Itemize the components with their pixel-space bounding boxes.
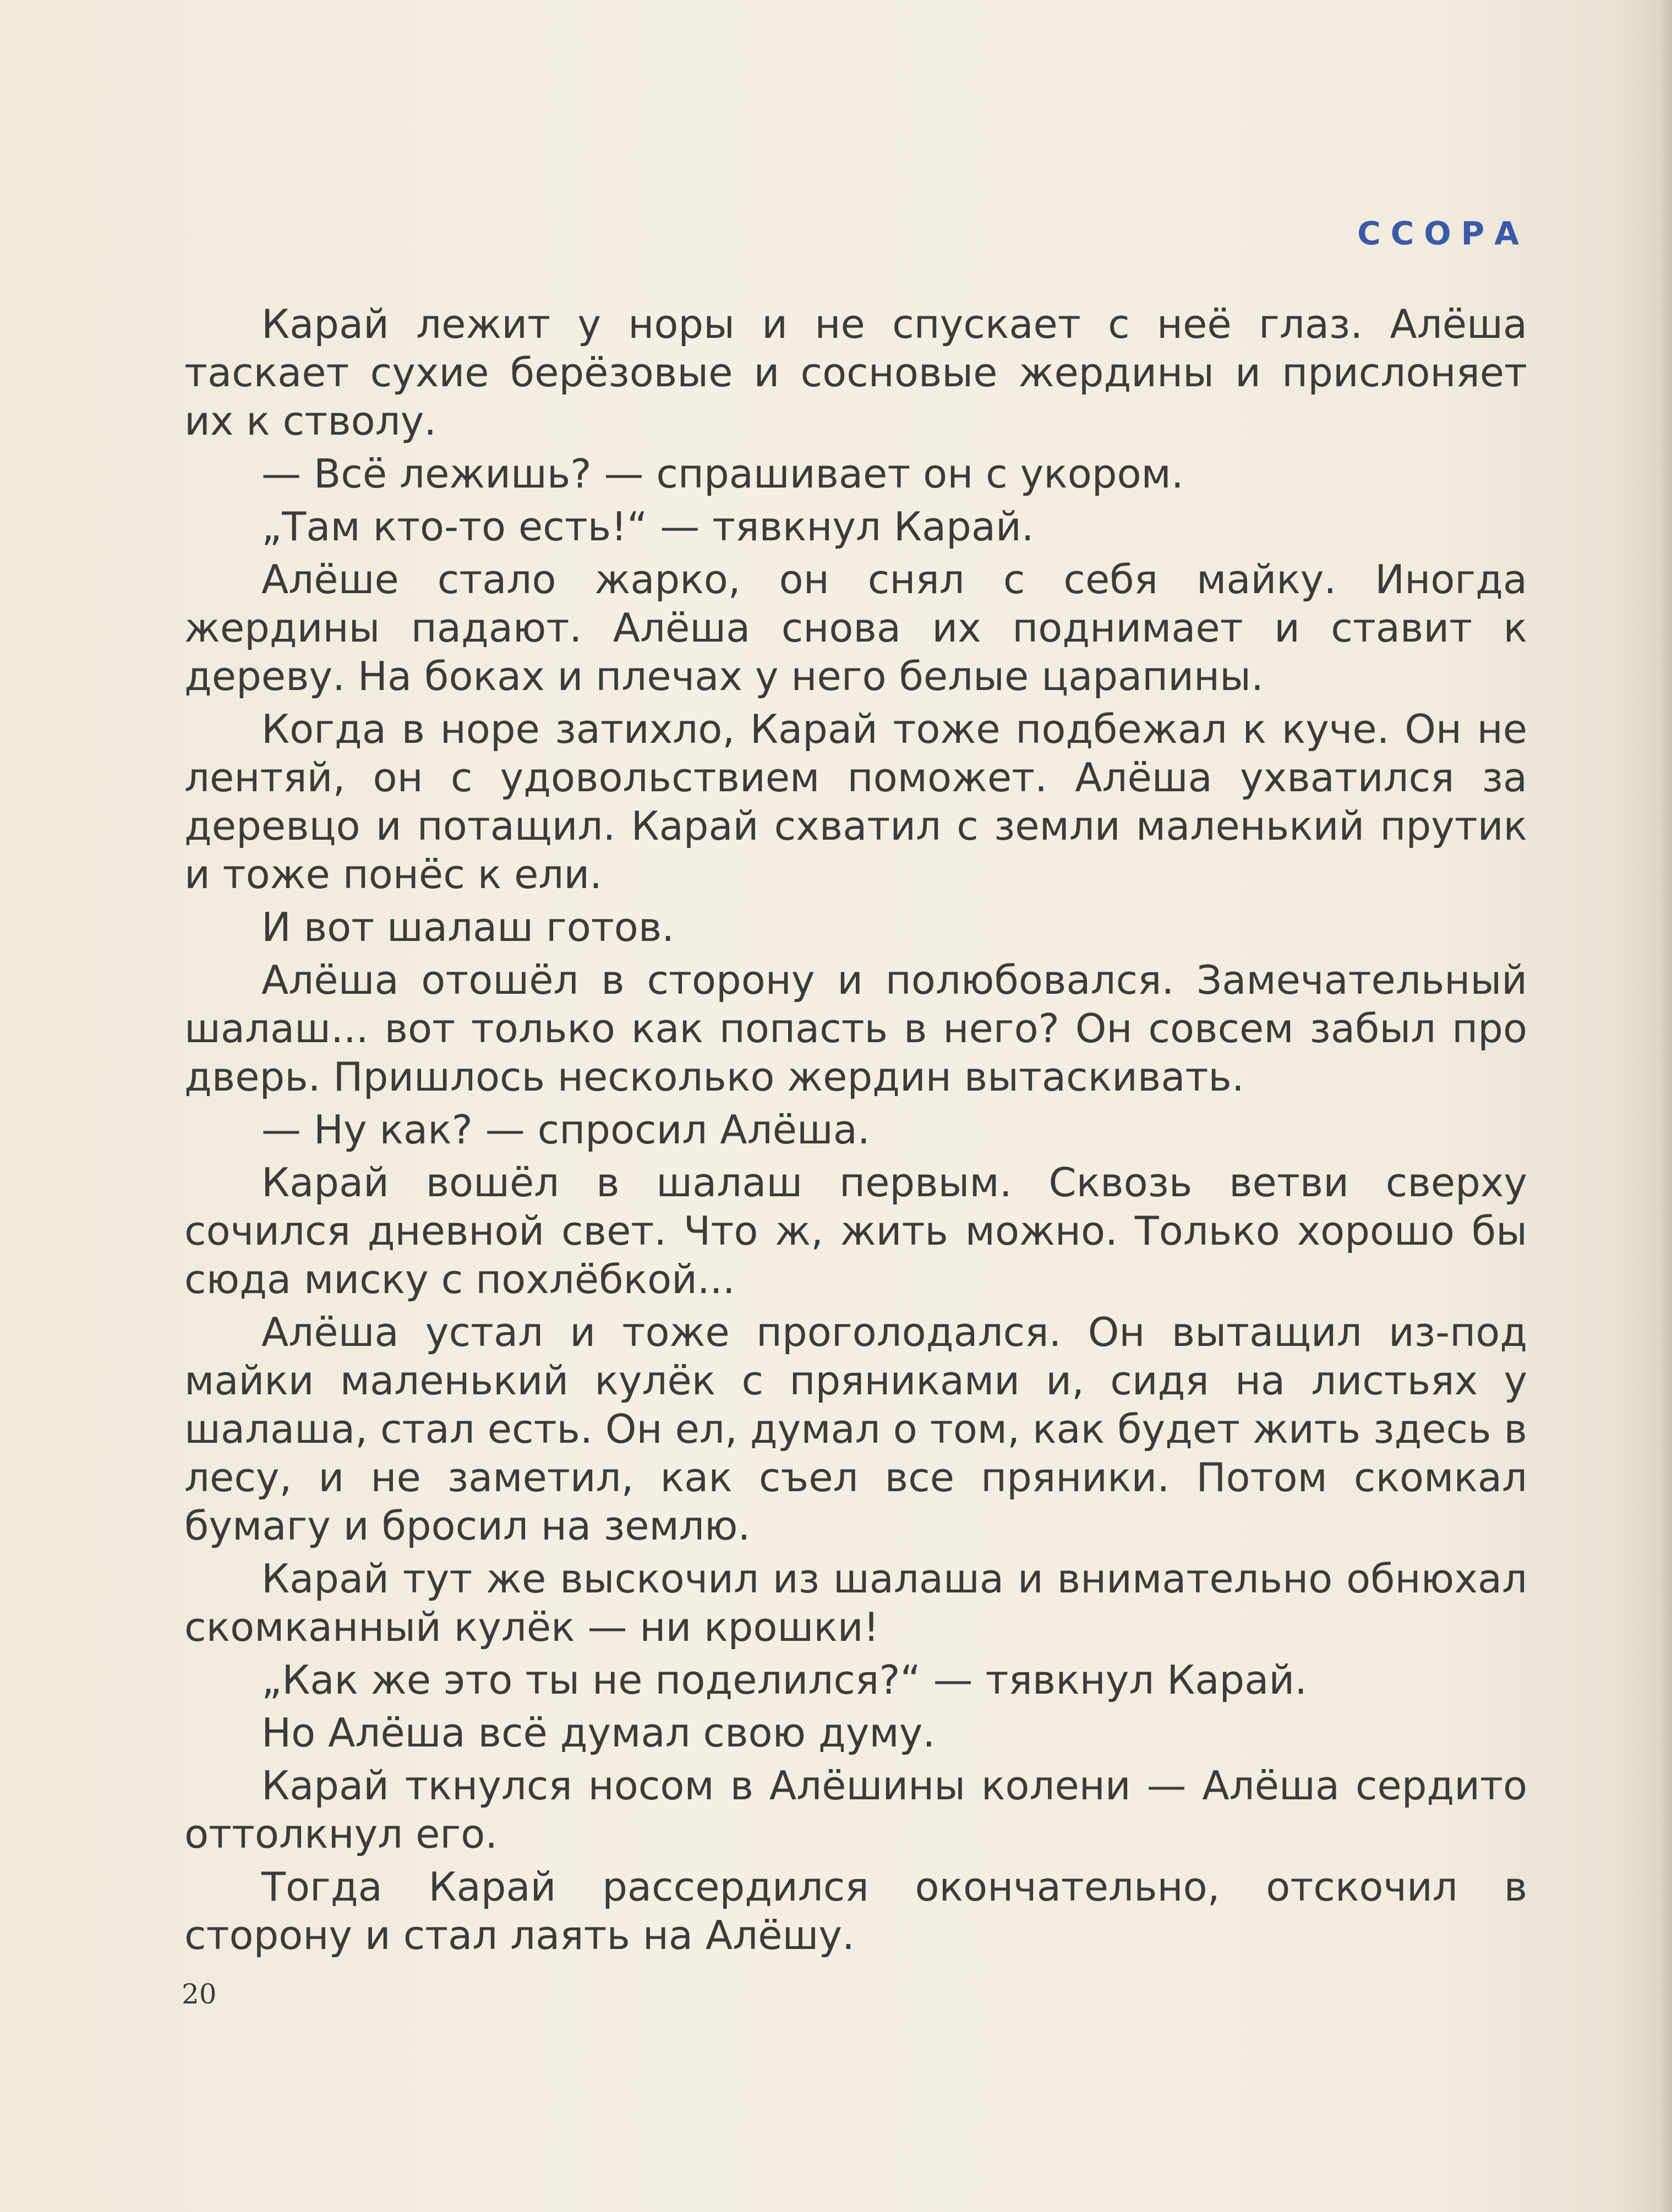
- paragraph: — Всё лежишь? — спрашивает он с укором.: [261, 451, 1184, 497]
- paragraph: Карай лежит у норы и не спускает с неё глаз. Алёша таскает сухие берёзовые и сосновые жердины и прислоняет их к стволу.: [184, 301, 1527, 444]
- paragraph: — Ну как? — спросил Алёша.: [261, 1107, 870, 1153]
- paragraph: Алёше стало жарко, он снял с себя майку. Иногда жердины падают. Алёша снова их поднимает и ставит к дереву. На боках и плечах у него белые царапины.: [184, 556, 1527, 699]
- page-number: 20: [182, 1978, 217, 2010]
- paragraph: Алёша отошёл в сторону и полюбовался. Замечательный шалаш... вот только как попасть в него? Он совсем забыл про дверь. Пришлось несколько жердин вытаскивать.: [184, 957, 1527, 1100]
- paragraph: „Как же это ты не поделился?“ — тявкнул Карай.: [261, 1657, 1308, 1703]
- chapter-title: ССОРА: [1357, 215, 1529, 252]
- story-text: [184, 300, 1527, 1964]
- paragraph: Карай ткнулся носом в Алёшины колени — Алёша сердито оттолкнул его.: [184, 1762, 1527, 1857]
- paragraph: Тогда Карай рассердился окончательно, отскочил в сторону и стал лаять на Алёшу.: [184, 1864, 1527, 1958]
- paragraph: Карай тут же выскочил из шалаша и внимательно обнюхал скомканный кулёк — ни крошки!: [184, 1556, 1527, 1650]
- paragraph: „Там кто-то есть!“ — тявкнул Карай.: [261, 503, 1034, 550]
- paragraph: Алёша устал и тоже проголодался. Он вытащил из-под майки маленький кулёк с пряниками и, сидя на листьях у шалаша, стал есть. Он ел, думал о том, как будет жить здесь в лесу, и не заметил, как съел все пряники. Потом скомкал бумагу и бросил на землю.: [184, 1309, 1527, 1549]
- paragraph: Но Алёша всё думал свою думу.: [261, 1710, 936, 1756]
- page-edge-shadow: [1660, 0, 1672, 2212]
- paragraph: И вот шалаш готов.: [261, 904, 675, 950]
- paragraph: Карай вошёл в шалаш первым. Сквозь ветви сверху сочился дневной свет. Что ж, жить можно. Только хорошо бы сюда миску с похлёбкой...: [184, 1159, 1527, 1302]
- paragraph: Когда в норе затихло, Карай тоже подбежал к куче. Он не лентяй, он с удовольствием поможет. Алёша ухватился за деревцо и потащил. Карай схватил с земли маленький прутик и тоже понёс к ели.: [184, 706, 1527, 897]
